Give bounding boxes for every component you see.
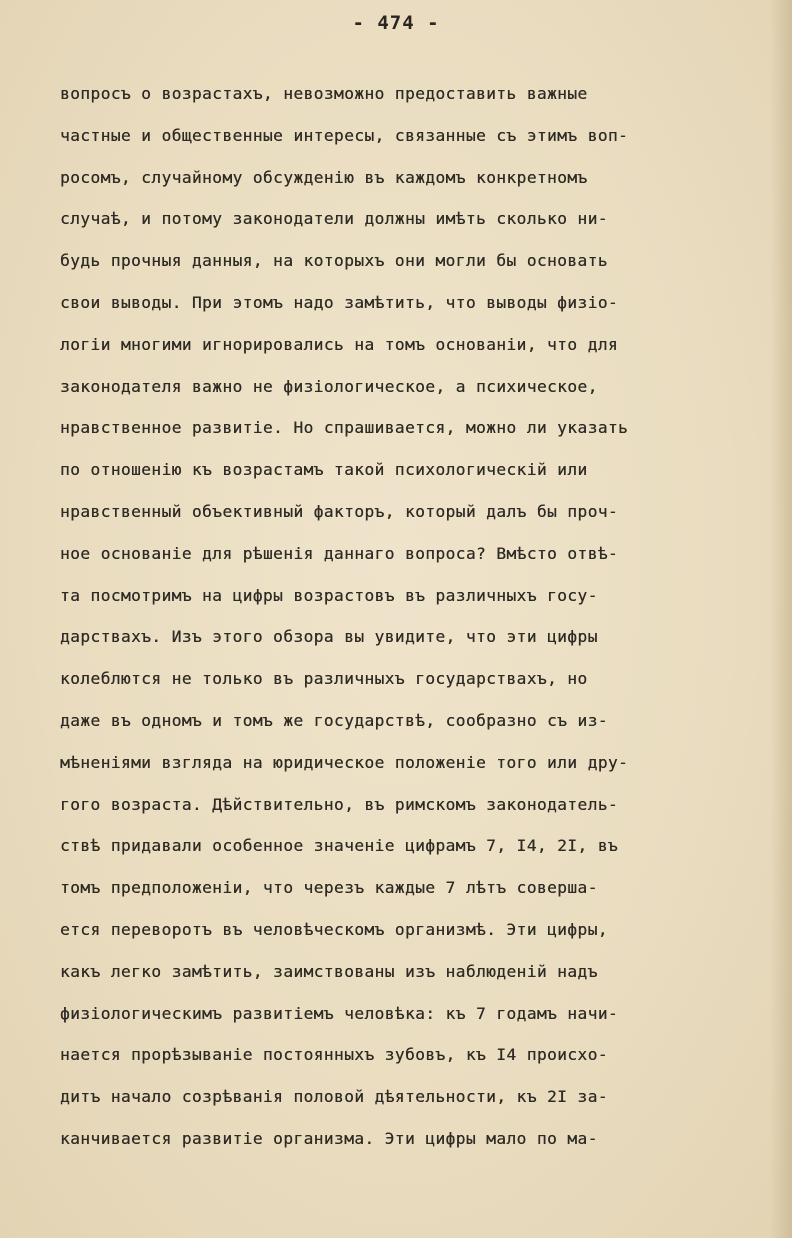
text-line: какъ легко замѣтить, заимствованы изъ наблюденiй надъ [60, 961, 598, 981]
text-line: гого возраста. Дѣйствительно, въ римскомъ законодатель- [60, 794, 619, 814]
text-line: физiологическимъ развитiемъ человѣка: къ 7 годамъ начи- [60, 1003, 619, 1023]
text-line: та посмотримъ на цифры возрастовъ въ различныхъ госу- [60, 585, 598, 605]
text-line: росомъ, случайному обсужденiю въ каждомъ конкретномъ [60, 167, 588, 187]
text-line: ствѣ придавали особенное значенiе цифрамъ 7, I4, 2I, въ [60, 836, 619, 856]
text-line: мѣненiями взгляда на юридическое положенiе того или дру- [60, 752, 629, 772]
page-number: - 474 - [352, 12, 440, 34]
text-line: нается прорѣзыванiе постоянныхъ зубовъ, къ I4 происхо- [60, 1045, 608, 1065]
text-line: нравственное развитiе. Но спрашивается, можно ли указать [60, 418, 629, 438]
text-line: случаѣ, и потому законодатели должны имѣть сколько ни- [60, 209, 608, 229]
text-line: ется переворотъ въ человѣческомъ организмѣ. Эти цифры, [60, 919, 608, 939]
text-line: канчивается развитiе организма. Эти цифры мало по ма- [60, 1128, 598, 1148]
text-line: по отношенiю къ возрастамъ такой психологическiй или [60, 460, 588, 480]
text-line: логiи многими игнорировались на томъ основанiи, что для [60, 334, 619, 354]
text-line: нравственный объективный факторъ, который далъ бы проч- [60, 501, 619, 521]
text-line: частные и общественные интересы, связанные съ этимъ воп- [60, 125, 629, 145]
text-line: ное основанiе для рѣшенiя даннаго вопроса? Вмѣсто отвѣ- [60, 543, 619, 563]
text-line: дарствахъ. Изъ этого обзора вы увидите, что эти цифры [60, 627, 598, 647]
text-line: вопросъ о возрастахъ, невозможно предоставить важные [60, 84, 588, 103]
text-line: дитъ начало созрѣванiя половой дѣятельности, къ 2I за- [60, 1087, 608, 1107]
text-line: томъ предположенiи, что черезъ каждые 7 лѣтъ соверша- [60, 878, 598, 898]
body-text [60, 73, 780, 1160]
text-line: колеблются не только въ различныхъ государствахъ, но [60, 669, 588, 689]
text-line: законодателя важно не физiологическое, а психическое, [60, 376, 598, 396]
text-line: будь прочныя данныя, на которыхъ они могли бы основать [60, 251, 608, 271]
text-line: свои выводы. При этомъ надо замѣтить, что выводы физiо- [60, 292, 619, 312]
text-line: даже въ одномъ и томъ же государствѣ, сообразно съ из- [60, 710, 608, 730]
